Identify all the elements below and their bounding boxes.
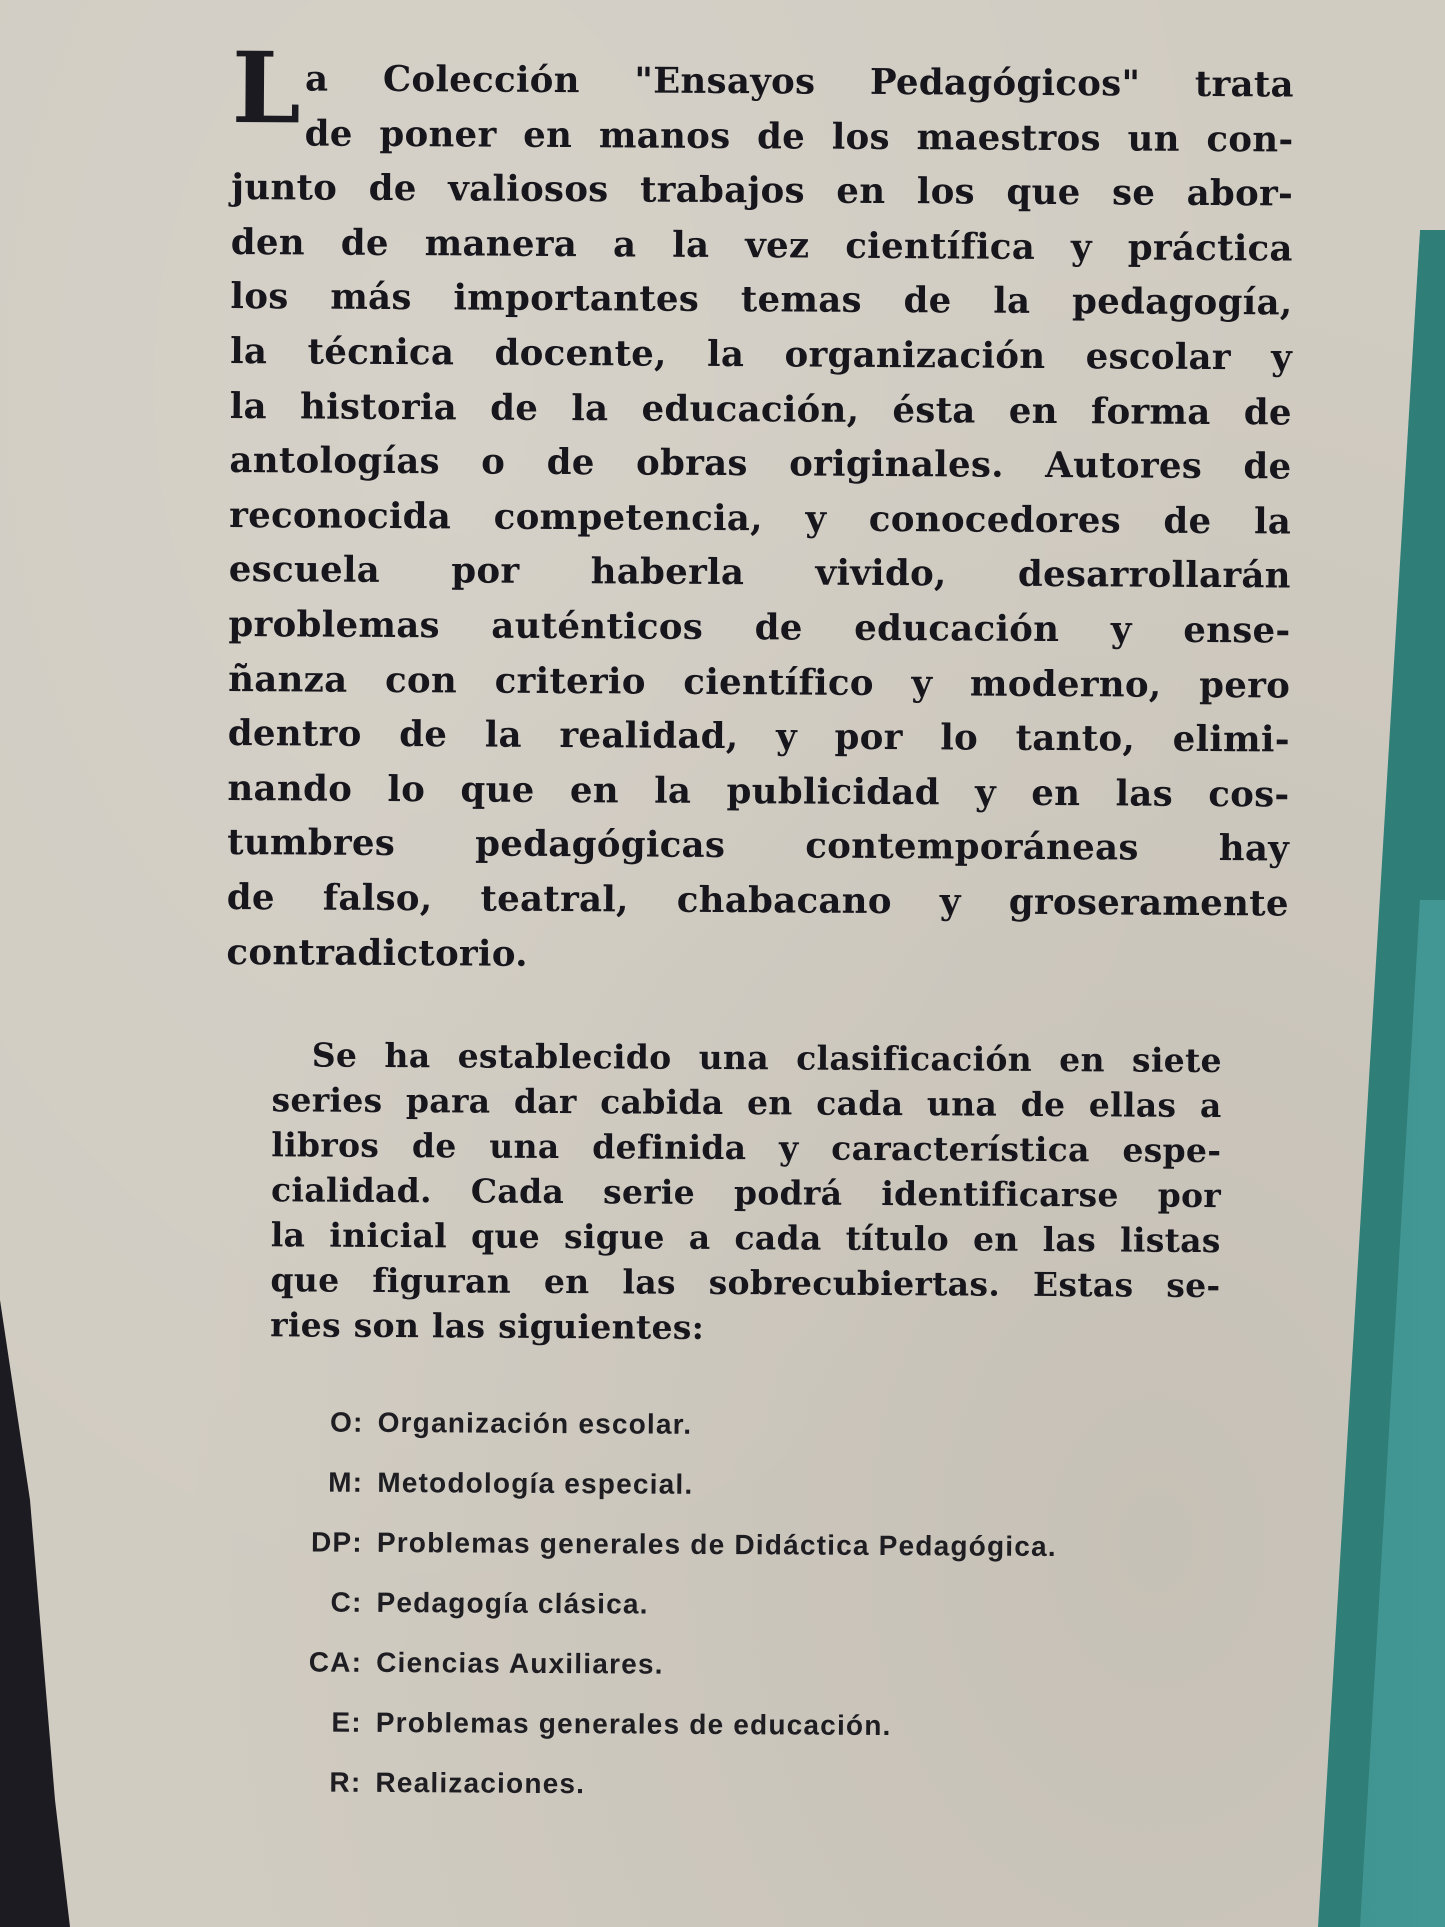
series-label: Pedagogía clásica. bbox=[376, 1587, 649, 1620]
series-item bbox=[284, 1403, 1286, 1447]
text-line: cialidad. Cada serie podrá identificarse por bbox=[270, 1170, 1222, 1216]
text-line: a Colección "Ensayos Pedagógicos" trata bbox=[304, 58, 1294, 106]
text-line: series para dar cabida en cada una de ellas a bbox=[271, 1080, 1222, 1126]
text-line: la técnica docente, la organización escolar y bbox=[230, 330, 1293, 379]
text-line: de falso, teatral, chabacano y groseramente bbox=[226, 876, 1289, 925]
text-line: problemas auténticos de educación y ense- bbox=[228, 603, 1291, 652]
series-label: Problemas generales de Didáctica Pedagógica. bbox=[376, 1527, 1057, 1563]
text-line: nando lo que en la publicidad y en las cos- bbox=[227, 767, 1290, 816]
text-line: den de manera a la vez científica y práctica bbox=[230, 221, 1293, 270]
series-code: CA: bbox=[308, 1646, 363, 1678]
book-flap-text bbox=[221, 31, 1294, 1830]
text-line: escuela por haberla vivido, desarrollarán bbox=[228, 549, 1291, 597]
series-code: C: bbox=[330, 1586, 363, 1618]
series-label: Metodología especial. bbox=[377, 1467, 694, 1500]
text-line: los más importantes temas de la pedagogía, bbox=[230, 276, 1293, 324]
series-label: Organización escolar. bbox=[377, 1407, 693, 1440]
text-line: Se ha establecido una clasificación en siete bbox=[311, 1035, 1222, 1081]
series-item bbox=[283, 1523, 1285, 1567]
series-code: R: bbox=[329, 1766, 362, 1798]
text-line: libros de una definida y característica espe- bbox=[271, 1125, 1222, 1171]
text-line: contradictorio. bbox=[226, 931, 528, 975]
series-list bbox=[281, 1403, 1285, 1807]
series-item bbox=[282, 1703, 1284, 1747]
series-item bbox=[281, 1763, 1283, 1807]
series-code: M: bbox=[328, 1466, 364, 1498]
text-line: la inicial que sigue a cada título en las listas bbox=[270, 1215, 1221, 1261]
series-label: Problemas generales de educación. bbox=[375, 1707, 892, 1742]
text-line: dentro de la realidad, y por lo tanto, elimi- bbox=[227, 713, 1290, 761]
text-line: tumbres pedagógicas contemporáneas hay bbox=[227, 822, 1290, 870]
text-line: que figuran en las sobrecubiertas. Estas se- bbox=[270, 1260, 1221, 1306]
series-code: O: bbox=[330, 1406, 364, 1438]
series-label: Realizaciones. bbox=[375, 1767, 586, 1800]
text-line: la historia de la educación, ésta en forma de bbox=[229, 385, 1292, 434]
text-line: antologías o de obras originales. Autores de bbox=[229, 440, 1292, 488]
series-code: E: bbox=[331, 1706, 362, 1738]
text-line: ñanza con criterio científico y moderno, pero bbox=[228, 658, 1291, 707]
series-intro-paragraph bbox=[270, 1032, 1222, 1353]
text-line: reconocida competencia, y conocedores de la bbox=[229, 494, 1292, 543]
series-code: DP: bbox=[310, 1526, 363, 1558]
text-line: junto de valiosos trabajos en los que se abor- bbox=[231, 167, 1294, 215]
series-item bbox=[283, 1463, 1285, 1507]
series-item bbox=[282, 1583, 1284, 1627]
text-line: de poner en manos de los maestros un con- bbox=[304, 113, 1294, 161]
intro-paragraph bbox=[226, 31, 1294, 987]
series-label: Ciencias Auxiliares. bbox=[376, 1647, 664, 1680]
series-item bbox=[282, 1643, 1284, 1687]
text-line: ries son las siguientes: bbox=[270, 1305, 705, 1348]
drop-cap: L bbox=[231, 31, 302, 147]
